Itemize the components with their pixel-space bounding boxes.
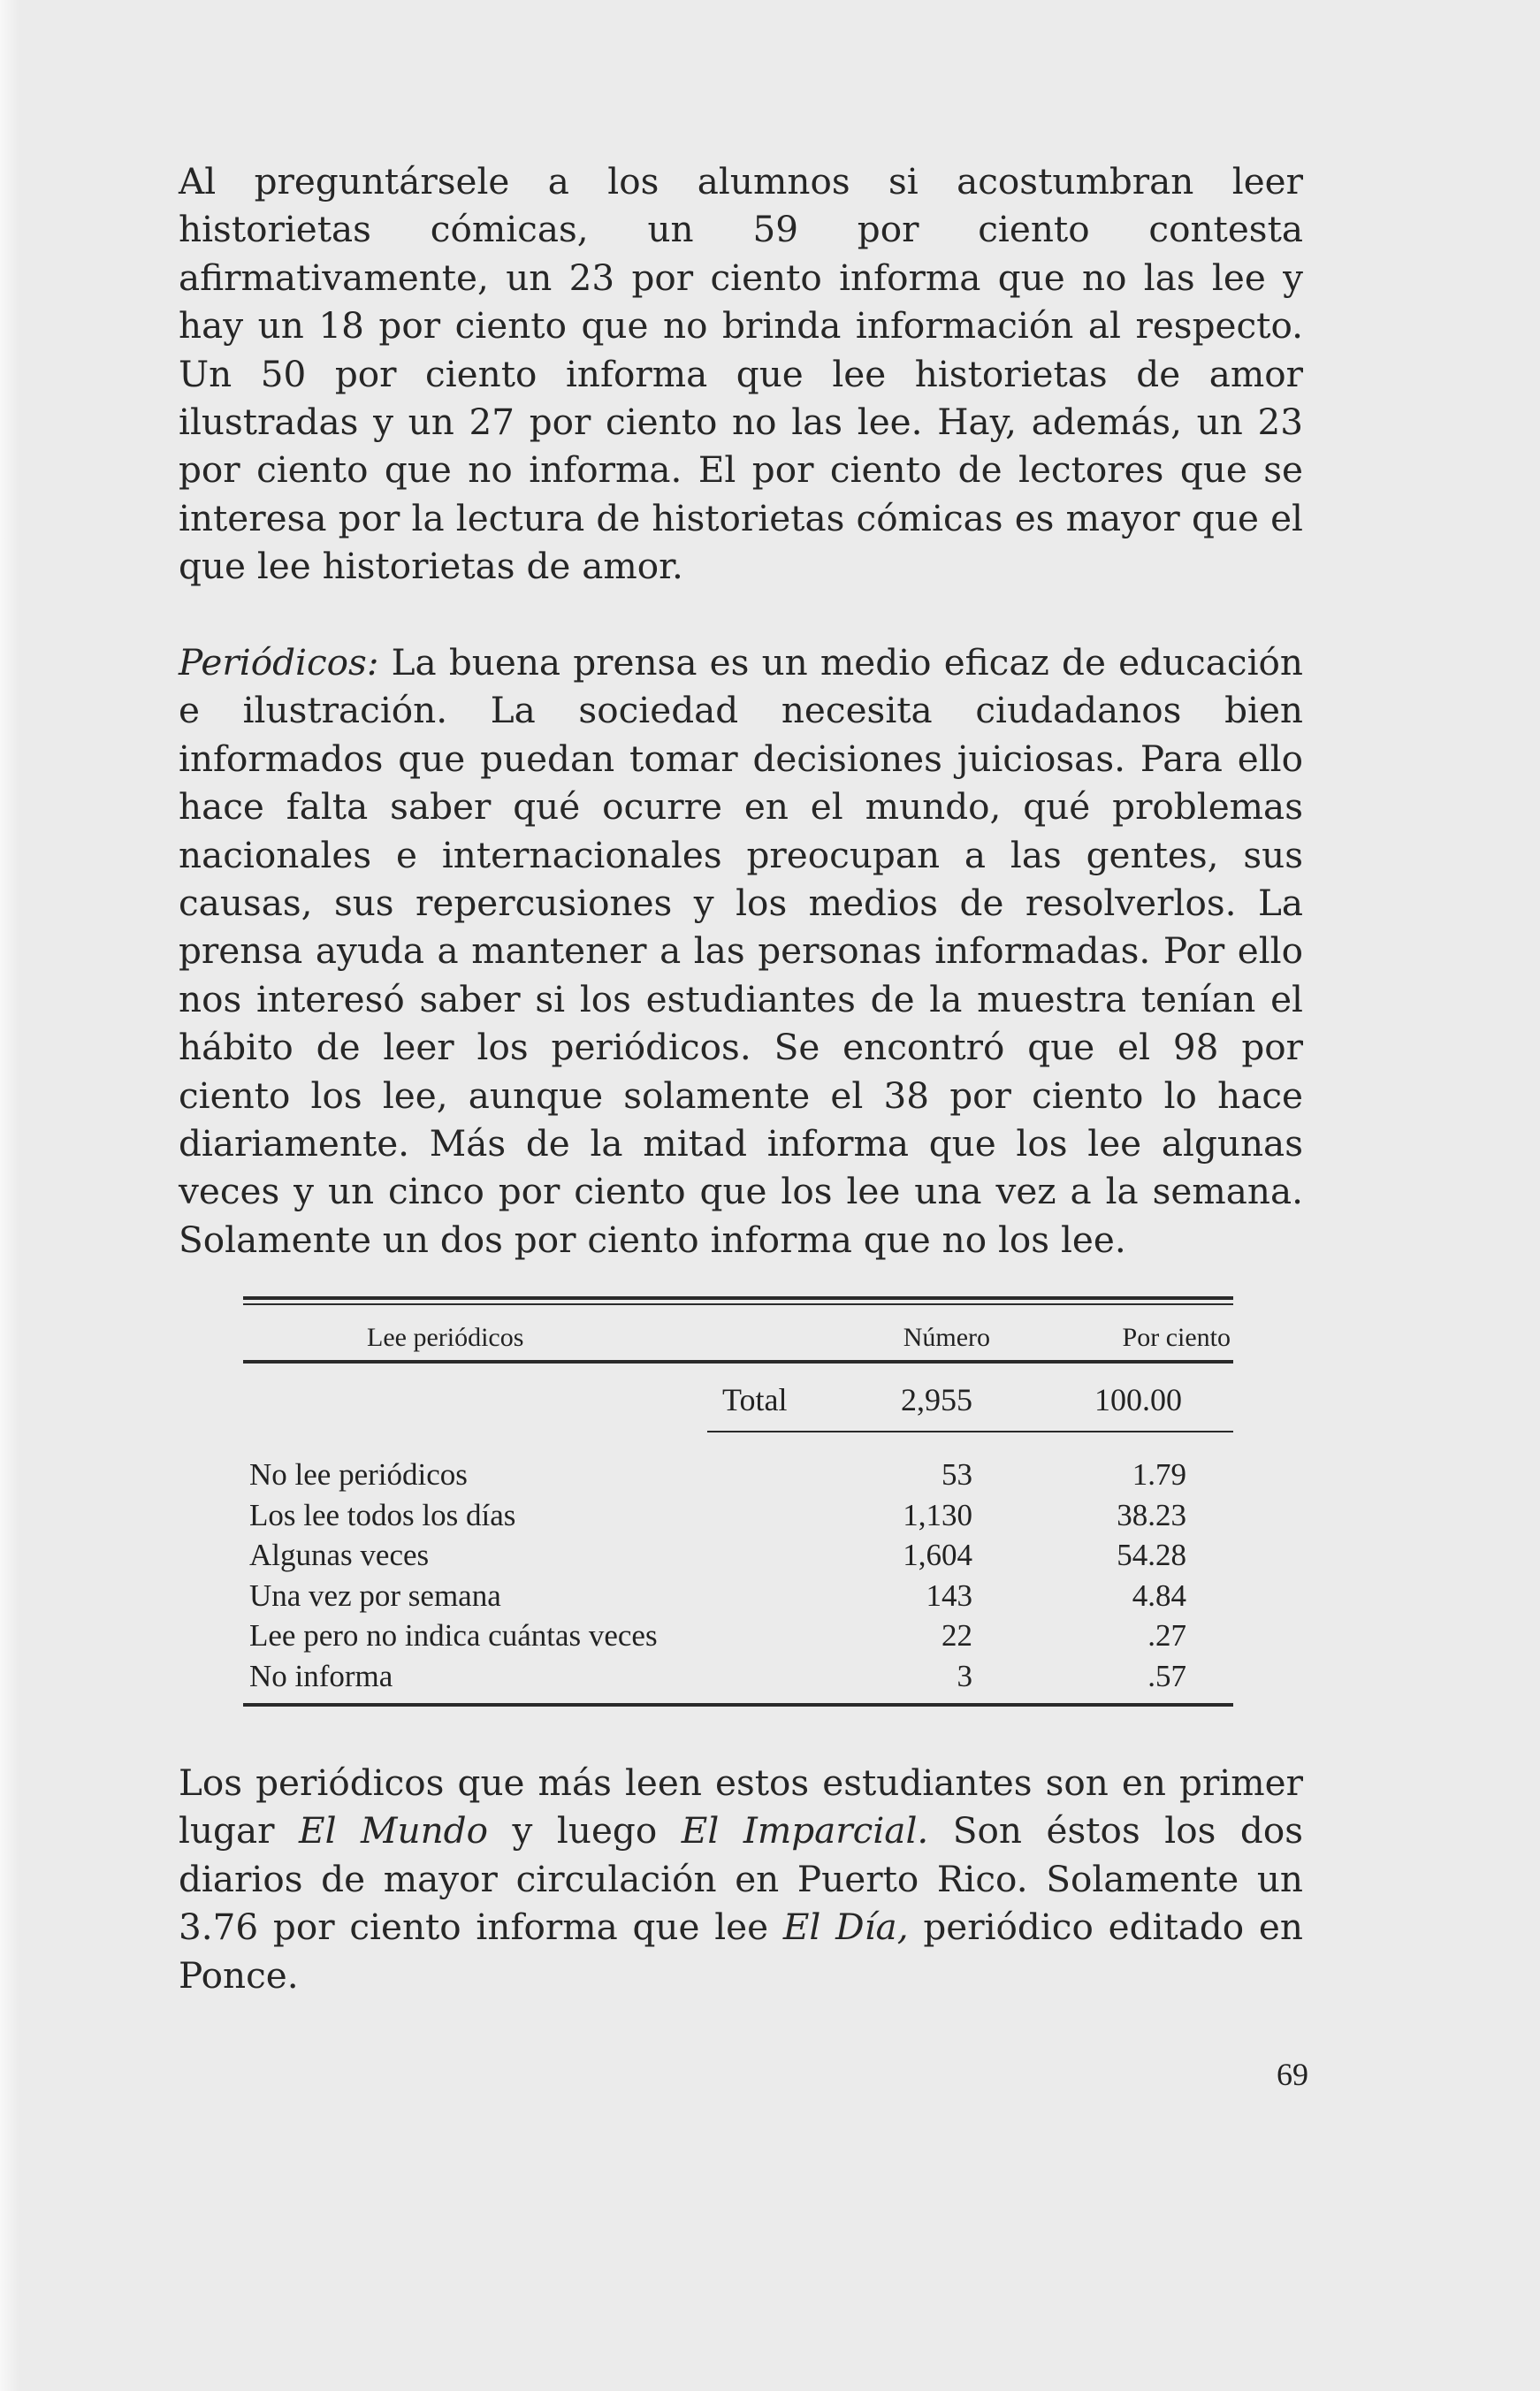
table-cell-percent: .57	[1147, 1658, 1186, 1693]
table-cell-label: Los lee todos los días	[249, 1497, 516, 1532]
table-cell-percent: 38.23	[1117, 1497, 1186, 1532]
table-cell-number: 22	[942, 1618, 972, 1653]
table-cell-label: Algunas veces	[249, 1538, 430, 1572]
paragraph-text: Los periódicos que más leen estos estudiantes son en primer lugar	[179, 1761, 1303, 1852]
page-number: 69	[1277, 2057, 1308, 2092]
paragraph-periodicos	[179, 638, 1303, 1264]
table-header-label: Lee periódicos	[367, 1323, 524, 1352]
paragraph-text: periódico editado en Ponce.	[179, 1906, 1303, 1997]
page-edge	[0, 0, 19, 2391]
table-row	[249, 1535, 1186, 1576]
paragraph-body: La buena prensa es un medio eficaz de educación e ilustración. La sociedad necesita ciudadanos bien informados que puedan tomar decisiones juiciosas. Para ello hace falta saber qué ocurre en el mundo, qué problemas nacionales e internacionales preocupan a las gentes, sus causas, sus repercusiones y los medios de resolverlos. La prensa ayuda a mantener a las personas informadas. Por ello nos interesó saber si los estudiantes de la muestra tenían el hábito de leer los periódicos. Se encontró que el 98 por ciento los lee, aunque solamente el 38 por ciento lo hace diariamente. Más de la mitad informa que los lee algunas veces y un cinco por ciento que los lee una vez a la semana. Solamente un dos por ciento informa que no los lee.	[179, 641, 1303, 1261]
table-cell-label: Una vez por semana	[249, 1577, 501, 1613]
table-top-rule-secondary	[243, 1303, 1233, 1305]
table-row	[249, 1455, 1186, 1495]
newspaper-title: El Imparcial.	[681, 1809, 929, 1852]
table-row	[249, 1616, 1186, 1656]
paragraph-text: y luego	[488, 1809, 682, 1852]
table-bottom-rule	[243, 1703, 1233, 1707]
table-cell-number: 143	[926, 1577, 972, 1613]
newspaper-title: El Mundo	[299, 1809, 488, 1852]
table-cell-number: 53	[942, 1457, 972, 1492]
paragraph-text: Son éstos los dos diarios de mayor circulación en Puerto Rico. Solamente un 3.76 por ciento informa que lee	[179, 1809, 1303, 1949]
table-total-number: 2,955	[901, 1382, 972, 1417]
table-total-label: Total	[722, 1382, 788, 1417]
table-row	[249, 1495, 1186, 1536]
table-cell-number: 1,130	[903, 1497, 972, 1532]
table-cell-percent: 54.28	[1117, 1538, 1186, 1572]
table-total-percent: 100.00	[1094, 1382, 1182, 1417]
table-body	[249, 1455, 1186, 1696]
table-cell-percent: 1.79	[1132, 1457, 1186, 1492]
paragraph-newspapers	[179, 1759, 1303, 1999]
table-cell-label: Lee pero no indica cuántas veces	[249, 1618, 658, 1653]
table-cell-label: No informa	[249, 1658, 393, 1693]
table-cell-number: 1,604	[903, 1538, 972, 1572]
table-row	[249, 1656, 1186, 1697]
paragraph-comics: Al preguntársele a los alumnos si acostumbran leer historietas cómicas, un 59 por ciento contesta afirmativamente, un 23 por ciento informa que no las lee y hay un 18 por ciento que no brinda información al respecto. Un 50 por ciento informa que lee historietas de amor ilustradas y un 27 por ciento no las lee. Hay, además, un 23 por ciento que no informa. El por ciento de lectores que se interesa por la lectura de historietas cómicas es mayor que el que lee historietas de amor.	[179, 160, 1303, 588]
table-cell-percent: .27	[1147, 1618, 1186, 1653]
table-header-number: Número	[903, 1323, 990, 1352]
table-cell-label: No lee periódicos	[249, 1457, 468, 1492]
table-cell-percent: 4.84	[1132, 1577, 1186, 1613]
table-header-rule	[243, 1360, 1233, 1364]
table-cell-number: 3	[957, 1658, 972, 1693]
table-header-percent: Por ciento	[1122, 1323, 1231, 1352]
table-total-rule	[707, 1431, 1233, 1432]
paragraph-term: Periódicos:	[179, 641, 379, 684]
table-row	[249, 1576, 1186, 1616]
table-top-rule	[243, 1296, 1233, 1300]
newspaper-title: El Día,	[782, 1906, 909, 1949]
